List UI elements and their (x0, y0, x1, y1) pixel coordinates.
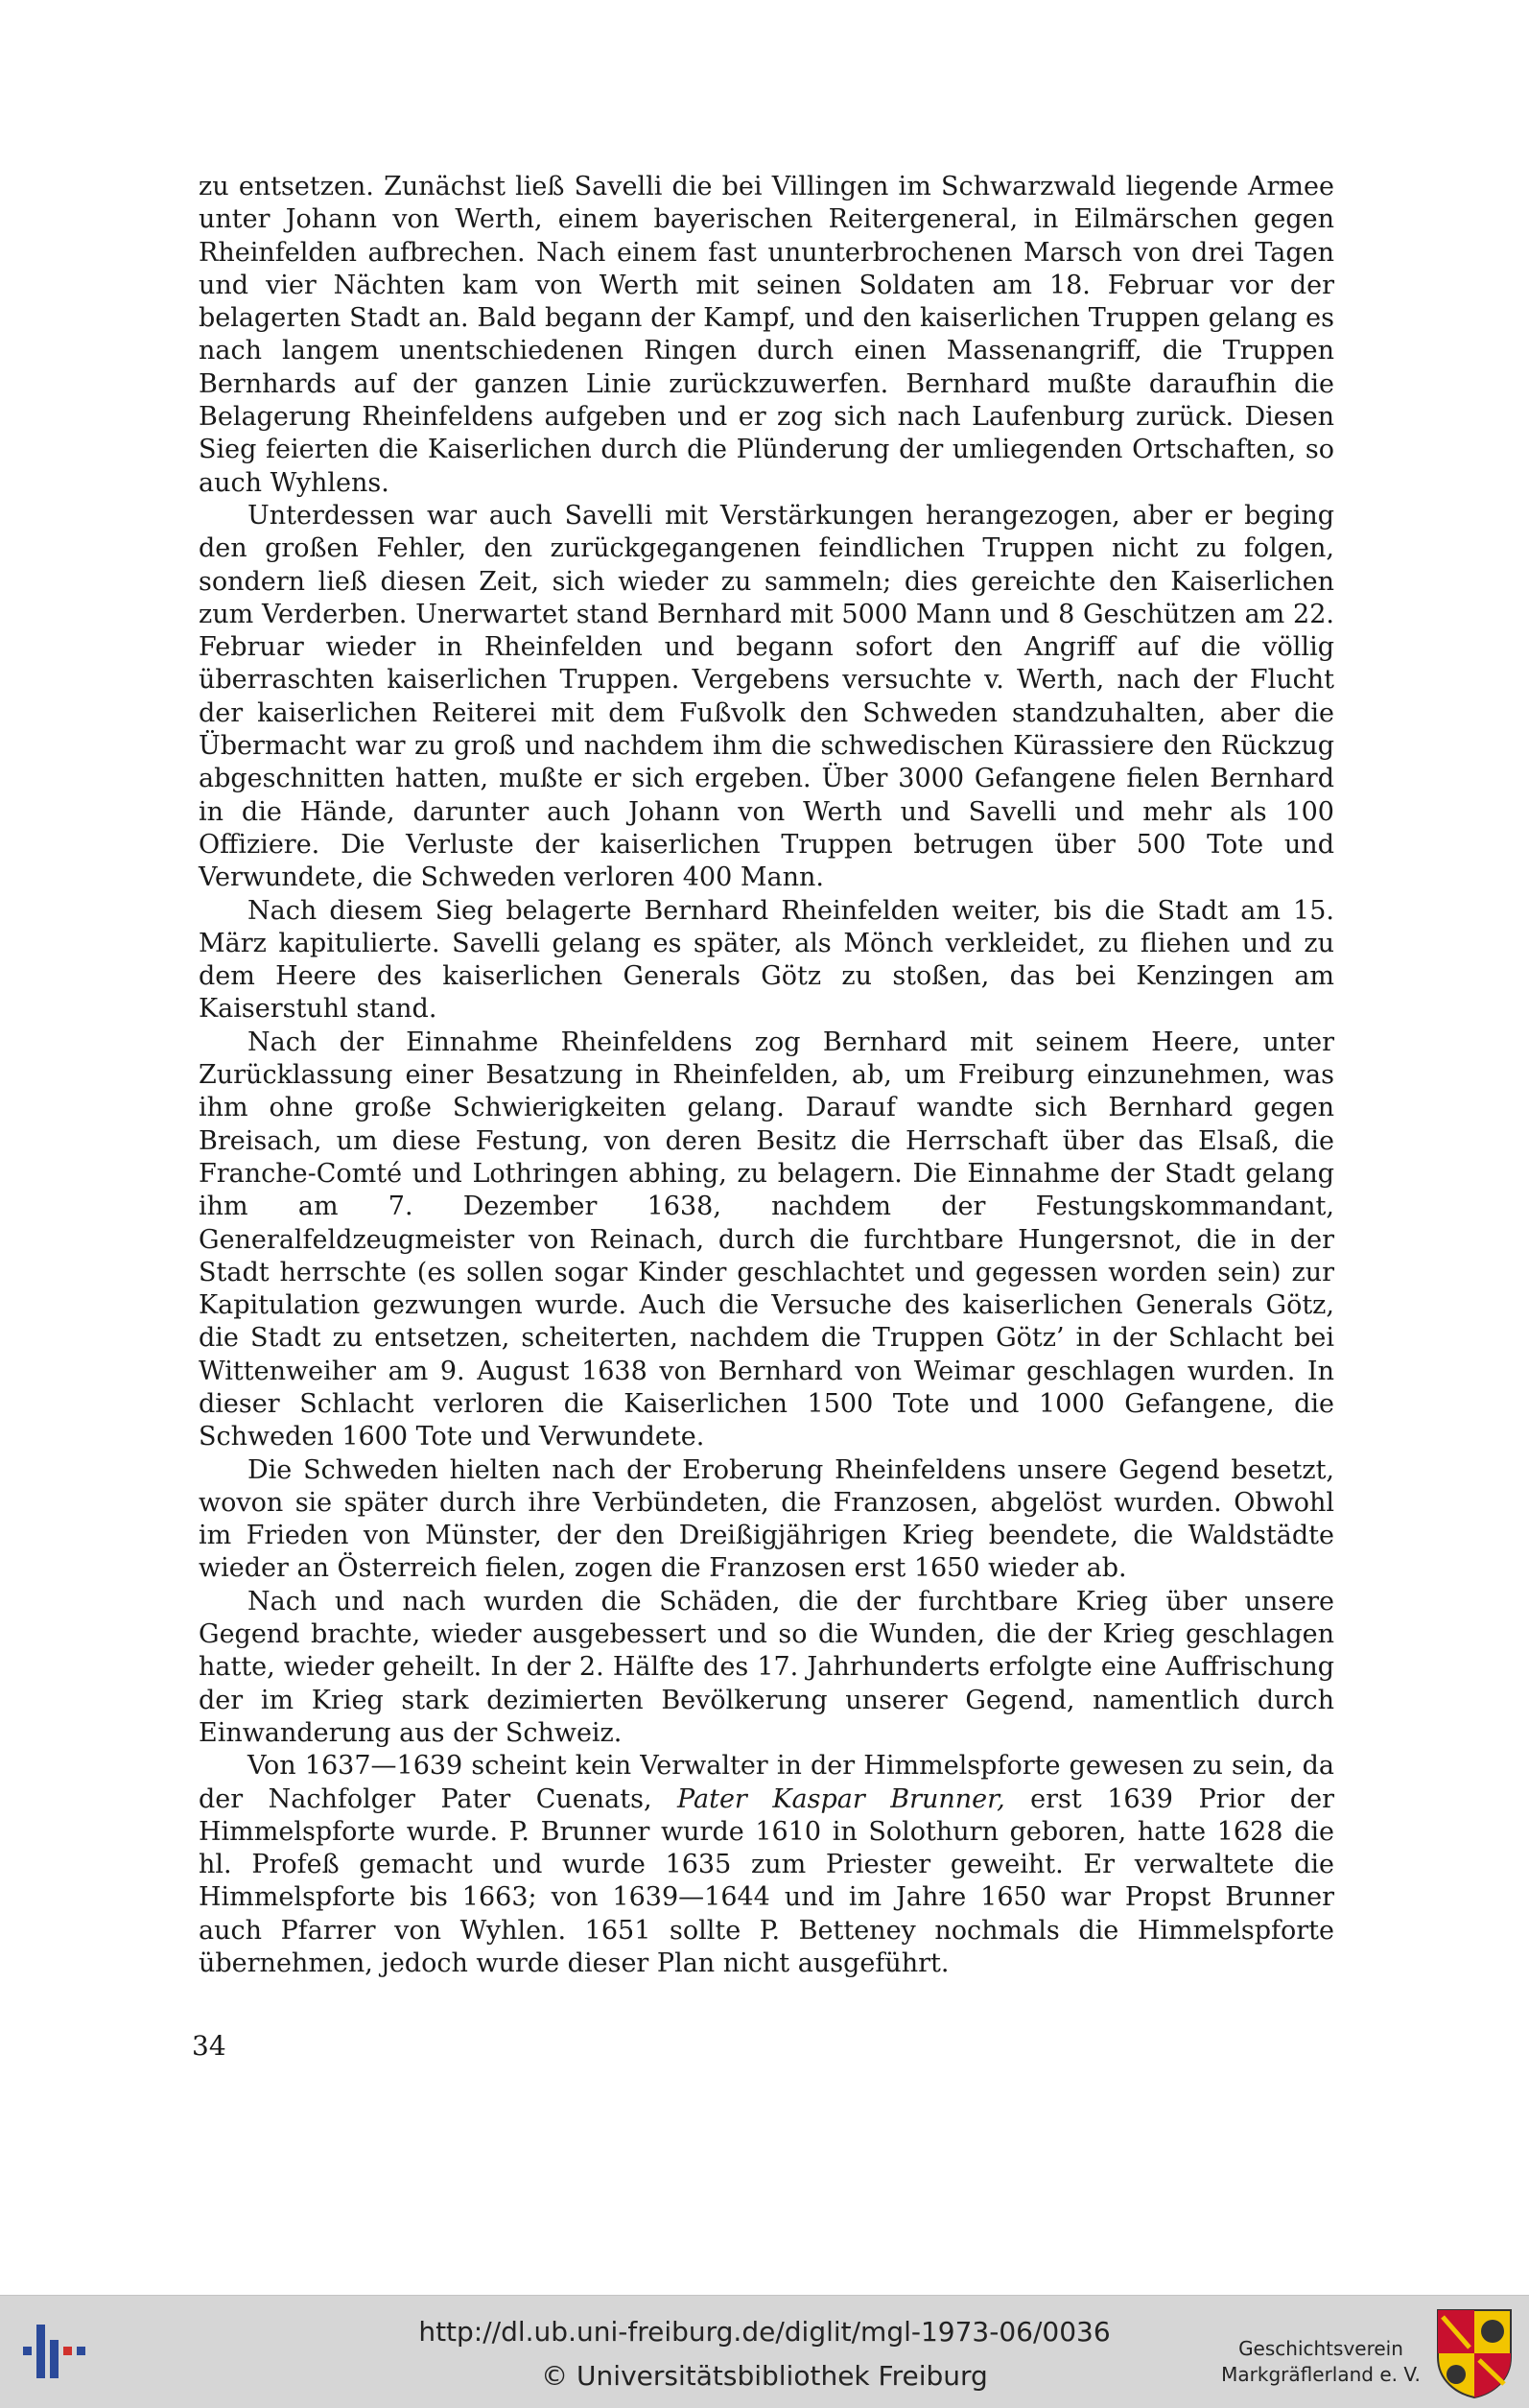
paragraph: Nach und nach wurden die Schäden, die der furchtbare Krieg über unsere Gegend brachte, wieder ausgebessert und so die Wunden, die der Krieg geschlagen hatte, wieder geheilt. In der 2. Hälfte des 17. Jahrhunderts erfolgte eine Auffrischung der im Krieg stark dezimierten Bevölkerung unserer Gegend, namentlich durch Einwanderung aus der Schweiz. (199, 1586, 1334, 1748)
coat-of-arms-icon (1435, 2307, 1514, 2399)
paragraph: zu entsetzen. Zunächst ließ Savelli die bei Villingen im Schwarzwald liegende Armee unter Johann von Werth, einem bayerischen Reitergeneral, in Eilmärschen gegen Rheinfelden aufbrechen. Nach einem fast ununterbrochenen Marsch von drei Tagen und vier Nächten kam von Werth mit seinen Soldaten am 18. Februar vor der belagerten Stadt an. Bald begann der Kampf, und den kaiserlichen Truppen gelang es nach langem unentschiedenen Ringen durch einen Massenangriff, die Truppen Bernhards auf der ganzen Linie zurückzuwerfen. Bernhard mußte daraufhin die Belagerung Rheinfeldens aufgeben und er zog sich nach Laufenburg zurück. Diesen Sieg feierten die Kaiserlichen durch die Plünderung der umliegenden Ortschaften, so auch Wyhlens. (199, 172, 1334, 498)
paragraph: Nach diesem Sieg belagerte Bernhard Rheinfelden weiter, bis die Stadt am 15. März kapitulierte. Savelli gelang es später, als Mönch verkleidet, zu fliehen und zu dem Heere des kaiserlichen Generals Götz zu stoßen, das bei Kenzingen am Kaiserstuhl stand. (199, 895, 1334, 1025)
paragraph-last (199, 1750, 1334, 1980)
footer-bar (0, 2295, 1529, 2408)
page-number: 34 (192, 2030, 226, 2062)
emphasis-name: Pater Kaspar Brunner, (677, 1783, 1005, 1814)
body-text (199, 171, 1334, 1980)
paragraph-text: erst 1639 Prior der Himmelspforte wurde. P. Brunner wurde 1610 in Solothurn geboren, hatte 1628 die hl. Profeß gemacht und wurde 1635 zum Priester geweiht. Er verwaltete die Himmelspforte bis 1663; von 1639—1644 und im Jahre 1650 war Propst Brunner auch Pfarrer von Wyhlen. 1651 sollte P. Betteney nochmals die Himmelspforte übernehmen, jedoch wurde dieser Plan nicht ausgeführt. (199, 1783, 1334, 1979)
paragraph: Die Schweden hielten nach der Eroberung Rheinfeldens unsere Gegend besetzt, wovon sie später durch ihre Verbündeten, die Franzosen, abgelöst wurden. Obwohl im Frieden von Münster, der den Dreißigjährigen Krieg beendete, die Waldstädte wieder an Österreich fielen, zogen die Franzosen erst 1650 wieder ab. (199, 1454, 1334, 1584)
paragraph: Unterdessen war auch Savelli mit Verstärkungen herangezogen, aber er beging den großen Fehler, den zurückgegangenen feindlichen Truppen nicht zu folgen, sondern ließ diesen Zeit, sich wieder zu sammeln; dies gereichte den Kaiserlichen zum Verderben. Unerwartet stand Bernhard mit 5000 Mann und 8 Geschützen am 22. Februar wieder in Rheinfelden und begann sofort den Angriff auf die völlig überraschten kaiserlichen Truppen. Vergebens versuchte v. Werth, nach der Flucht der kaiserlichen Reiterei mit dem Fußvolk den Schweden standzuhalten, aber die Übermacht war zu groß und nachdem ihm die schwedischen Kürassiere den Rückzug abgeschnitten hatten, mußte er sich ergeben. Über 3000 Gefangene fielen Bernhard in die Hände, darunter auch Johann von Werth und Savelli und mehr als 100 Offiziere. Die Verluste der kaiserlichen Truppen betrugen über 500 Tote und Verwundete, die Schweden verloren 400 Mann. (199, 500, 1334, 893)
society-line: Markgräflerland e. V. (1221, 2363, 1421, 2386)
paragraph: Nach der Einnahme Rheinfeldens zog Bernhard mit seinem Heere, unter Zurücklassung einer Besatzung in Rheinfelden, ab, um Freiburg einzunehmen, was ihm ohne große Schwierigkeiten gelang. Darauf wandte sich Bernhard gegen Breisach, um diese Festung, von deren Besitz die Herrschaft über das Elsaß, die Franche-Comté und Lothringen abhing, zu belagern. Die Einnahme der Stadt gelang ihm am 7. Dezember 1638, nachdem der Festungskommandant, Generalfeldzeugmeister von Reinach, durch die furchtbare Hungersnot, die in der Stadt herrschte (es sollen sogar Kinder geschlachtet und gegessen worden sein) zur Kapitulation gezwungen wurde. Auch die Versuche des kaiserlichen Generals Götz, die Stadt zu entsetzen, scheiterten, nachdem die Truppen Götz’ in der Schlacht bei Wittenweiher am 9. August 1638 von Bernhard von Weimar geschlagen wurden. In dieser Schlacht verloren die Kaiserlichen 1500 Tote und 1000 Gefangene, die Schweden 1600 Tote und Verwundete. (199, 1027, 1334, 1452)
copyright-text: © Universitätsbibliothek Freiburg (541, 2360, 988, 2392)
society-line: Geschichtsverein (1238, 2337, 1403, 2360)
permalink-url[interactable]: http://dl.ub.uni-freiburg.de/diglit/mgl-1973-06/0036 (418, 2316, 1111, 2348)
footer-center (345, 2296, 1184, 2408)
library-logo-icon[interactable] (17, 2313, 94, 2390)
paragraph-text: Von 1637—1639 scheint kein Verwalter in der Himmelspforte gewesen zu sein, da der Nachfolger Pater Cuenats, (199, 1751, 1334, 1814)
society-name (1211, 2336, 1431, 2388)
